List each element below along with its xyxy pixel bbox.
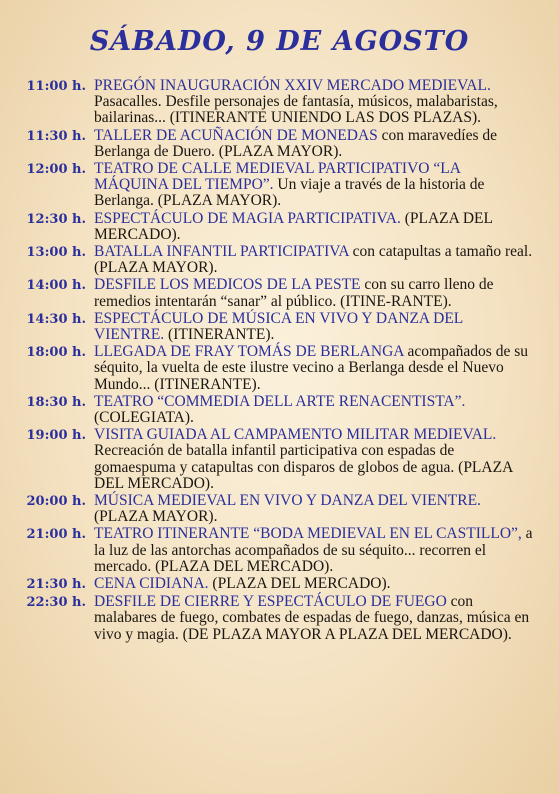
event-text xyxy=(94,576,536,592)
event-text xyxy=(94,526,536,575)
event-text xyxy=(94,493,536,525)
event-description: con malabares de fuego, combates de espadas de fuego, danzas, música en vivo y magia. (DE PLAZA MAYOR A PLAZA DEL MERCADO). xyxy=(94,593,530,643)
event-row xyxy=(24,311,536,343)
event-title: TEATRO “COMMEDIA DELL ARTE RENACENTISTA”. xyxy=(94,392,466,410)
page-title: SÁBADO, 9 DE AGOSTO xyxy=(89,26,470,57)
event-title: ESPECTÁCULO DE MAGIA PARTICIPATIVA. xyxy=(94,209,401,227)
event-time: 13:00 h. xyxy=(26,245,86,261)
event-time: 18:30 h. xyxy=(26,394,86,410)
event-row xyxy=(24,128,536,160)
event-title: ESPECTÁCULO DE MÚSICA EN VIVO Y DANZA DEL VIENTRE. xyxy=(94,309,463,344)
event-description: (PLAZA DEL MERCADO). xyxy=(208,575,391,593)
event-row xyxy=(24,344,536,393)
event-title: VISITA GUIADA AL CAMPAMENTO MILITAR MEDIEVAL. xyxy=(94,426,497,444)
event-description: (COLEGIATA). xyxy=(94,409,194,427)
event-title: TEATRO ITINERANTE “BODA MEDIEVAL EN EL CASTILLO”, xyxy=(94,525,522,543)
event-row xyxy=(24,78,536,127)
event-row xyxy=(24,493,536,525)
event-time: 22:30 h. xyxy=(26,595,86,611)
event-time: 20:00 h. xyxy=(26,494,86,510)
event-description: con catapultas a tamaño real. (PLAZA MAYOR). xyxy=(94,243,533,277)
event-time: 19:00 h. xyxy=(26,428,86,444)
event-row xyxy=(24,576,536,593)
event-title: PREGÓN INAUGURACIÓN XXIV MERCADO MEDIEVAL. xyxy=(94,77,491,94)
event-title: CENA CIDIANA. xyxy=(94,575,209,593)
event-title: DESFILE LOS MEDICOS DE LA PESTE xyxy=(94,276,361,294)
event-time: 21:00 h. xyxy=(26,527,86,543)
event-description: Pasacalles. Desfile personajes de fantasía, músicos, malabaristas, bailarinas... (ITINERANTE UNIENDO LAS DOS PLAZAS). xyxy=(94,93,498,127)
event-description: Recreación de batalla infantil participativa con espadas de gomaespuma y catapultas con disparos de globos de agua. (PLAZA DEL MERCADO). xyxy=(94,442,513,492)
event-title: MÚSICA MEDIEVAL EN VIVO Y DANZA DEL VIENTRE. xyxy=(94,492,481,510)
event-title: TEATRO DE CALLE MEDIEVAL PARTICIPATIVO “LA MÁQUINA DEL TIEMPO”. xyxy=(94,160,461,194)
event-time: 14:00 h. xyxy=(26,278,86,294)
event-description: con maravedíes de Berlanga de Duero. (PLAZA MAYOR). xyxy=(94,126,497,160)
event-row xyxy=(24,277,536,309)
event-row xyxy=(24,161,536,210)
event-description: acompañados de su séquito, la vuelta de este ilustre vecino a Berlanga desde el Nuevo Mundo... (ITINERANTE). xyxy=(94,343,529,393)
event-row xyxy=(24,394,536,426)
event-description: (ITINERANTE). xyxy=(164,326,275,344)
event-description: (PLAZA MAYOR). xyxy=(94,508,218,526)
event-text xyxy=(94,161,536,210)
event-description: (PLAZA DEL MERCADO). xyxy=(94,209,493,243)
event-row xyxy=(24,211,536,243)
event-time: 21:30 h. xyxy=(26,577,86,593)
event-time: 12:30 h. xyxy=(26,211,86,227)
event-title: LLEGADA DE FRAY TOMÁS DE BERLANGA xyxy=(94,343,404,361)
event-text xyxy=(94,594,536,643)
event-title: BATALLA INFANTIL PARTICIPATIVA xyxy=(94,243,349,261)
event-time: 14:30 h. xyxy=(26,311,86,327)
event-description: con su carro lleno de remedios intentarán “sanar” al público. (ITINE-RANTE). xyxy=(94,276,494,310)
event-time: 11:30 h. xyxy=(26,128,86,144)
event-row xyxy=(24,427,536,492)
event-time: 12:00 h. xyxy=(26,162,86,178)
event-row xyxy=(24,526,536,575)
event-list xyxy=(24,78,536,644)
event-row xyxy=(24,594,536,643)
event-text xyxy=(94,394,536,426)
event-row xyxy=(24,244,536,276)
event-time: 18:00 h. xyxy=(26,345,86,361)
event-text xyxy=(94,427,536,492)
event-text xyxy=(94,277,536,309)
event-text xyxy=(94,244,536,276)
event-text xyxy=(94,211,536,243)
event-title: TALLER DE ACUÑACIÓN DE MONEDAS xyxy=(94,126,378,144)
event-text xyxy=(94,311,536,343)
event-description: a la luz de las antorchas acompañados de su séquito... recorren el mercado. (PLAZA DEL MERCADO). xyxy=(94,525,533,575)
event-title: DESFILE DE CIERRE Y ESPECTÁCULO DE FUEGO xyxy=(94,593,447,611)
event-text xyxy=(94,344,536,393)
event-time: 11:00 h. xyxy=(26,79,86,94)
event-text xyxy=(94,128,536,160)
event-text xyxy=(94,78,536,127)
event-description: Un viaje a través de la historia de Berlanga. (PLAZA MAYOR). xyxy=(94,176,485,210)
